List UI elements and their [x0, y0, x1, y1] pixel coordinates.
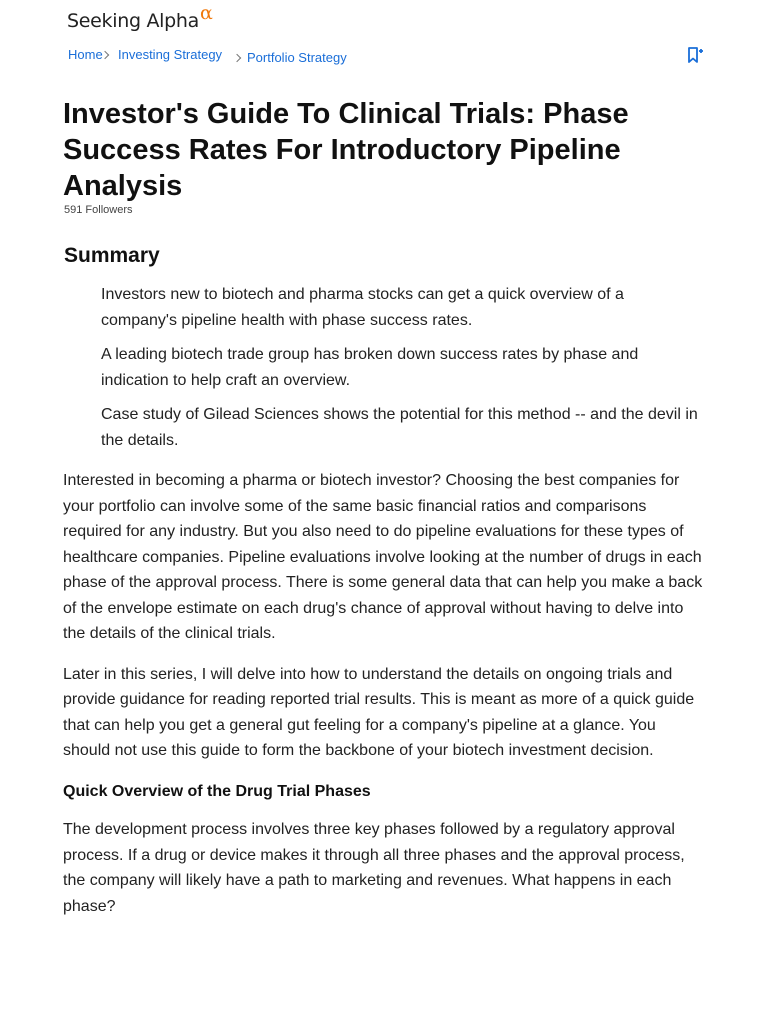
breadcrumb-investing-strategy-link[interactable]: Investing Strategy: [118, 47, 223, 62]
author-followers: 591 Followers: [64, 204, 133, 216]
chevron-right-icon: [233, 54, 241, 62]
summary-point: Case study of Gilead Sciences shows the potential for this method -- and the devil in the details.: [101, 406, 698, 449]
article-paragraph: The development process involves three key phases followed by a regulatory approval process. If a drug or device makes it through all three phases and the approval process, the company will likely have a path to marketing and revenues. What happens in each phase?: [63, 821, 685, 915]
section-heading: Quick Overview of the Drug Trial Phases: [63, 782, 371, 800]
summary-list: [101, 282, 701, 462]
summary-point: Investors new to biotech and pharma stocks can get a quick overview of a company's pipeline health with phase success rates.: [101, 286, 624, 329]
article-body: [63, 468, 703, 934]
logo-text: Seeking Alpha: [67, 10, 199, 32]
breadcrumb: [68, 46, 408, 70]
article-paragraph: Interested in becoming a pharma or biotech investor? Choosing the best companies for your portfolio can involve some of the same basic financial ratios and comparisons required for any industry. But you also need to do pipeline evaluations for these types of healthcare companies. Pipeline evaluations involve looking at the number of drugs in each phase of the approval process. There is some general data that can help you make a back of the envelope estimate on each drug's chance of approval without having to delve into the details of the clinical trials.: [63, 472, 703, 642]
alpha-logo-icon: α: [200, 2, 213, 24]
summary-point: A leading biotech trade group has broken down success rates by phase and indication to help craft an overview.: [101, 346, 639, 389]
article-title: Investor's Guide To Clinical Trials: Phase Success Rates For Introductory Pipeline Analysis: [63, 98, 629, 202]
summary-heading: Summary: [64, 244, 160, 267]
site-logo[interactable]: [67, 4, 213, 32]
article-paragraph: Later in this series, I will delve into how to understand the details on ongoing trials and provide guidance for reading reported trial results. This is meant as more of a quick guide that can help you get a general gut feeling for a company's pipeline at a glance. You should not use this guide to form the backbone of your biotech investment decision.: [63, 665, 695, 759]
breadcrumb-home-link[interactable]: Home: [68, 47, 103, 62]
bookmark-icon[interactable]: [686, 46, 704, 64]
breadcrumb-portfolio-strategy-link[interactable]: Portfolio Strategy: [247, 50, 347, 65]
